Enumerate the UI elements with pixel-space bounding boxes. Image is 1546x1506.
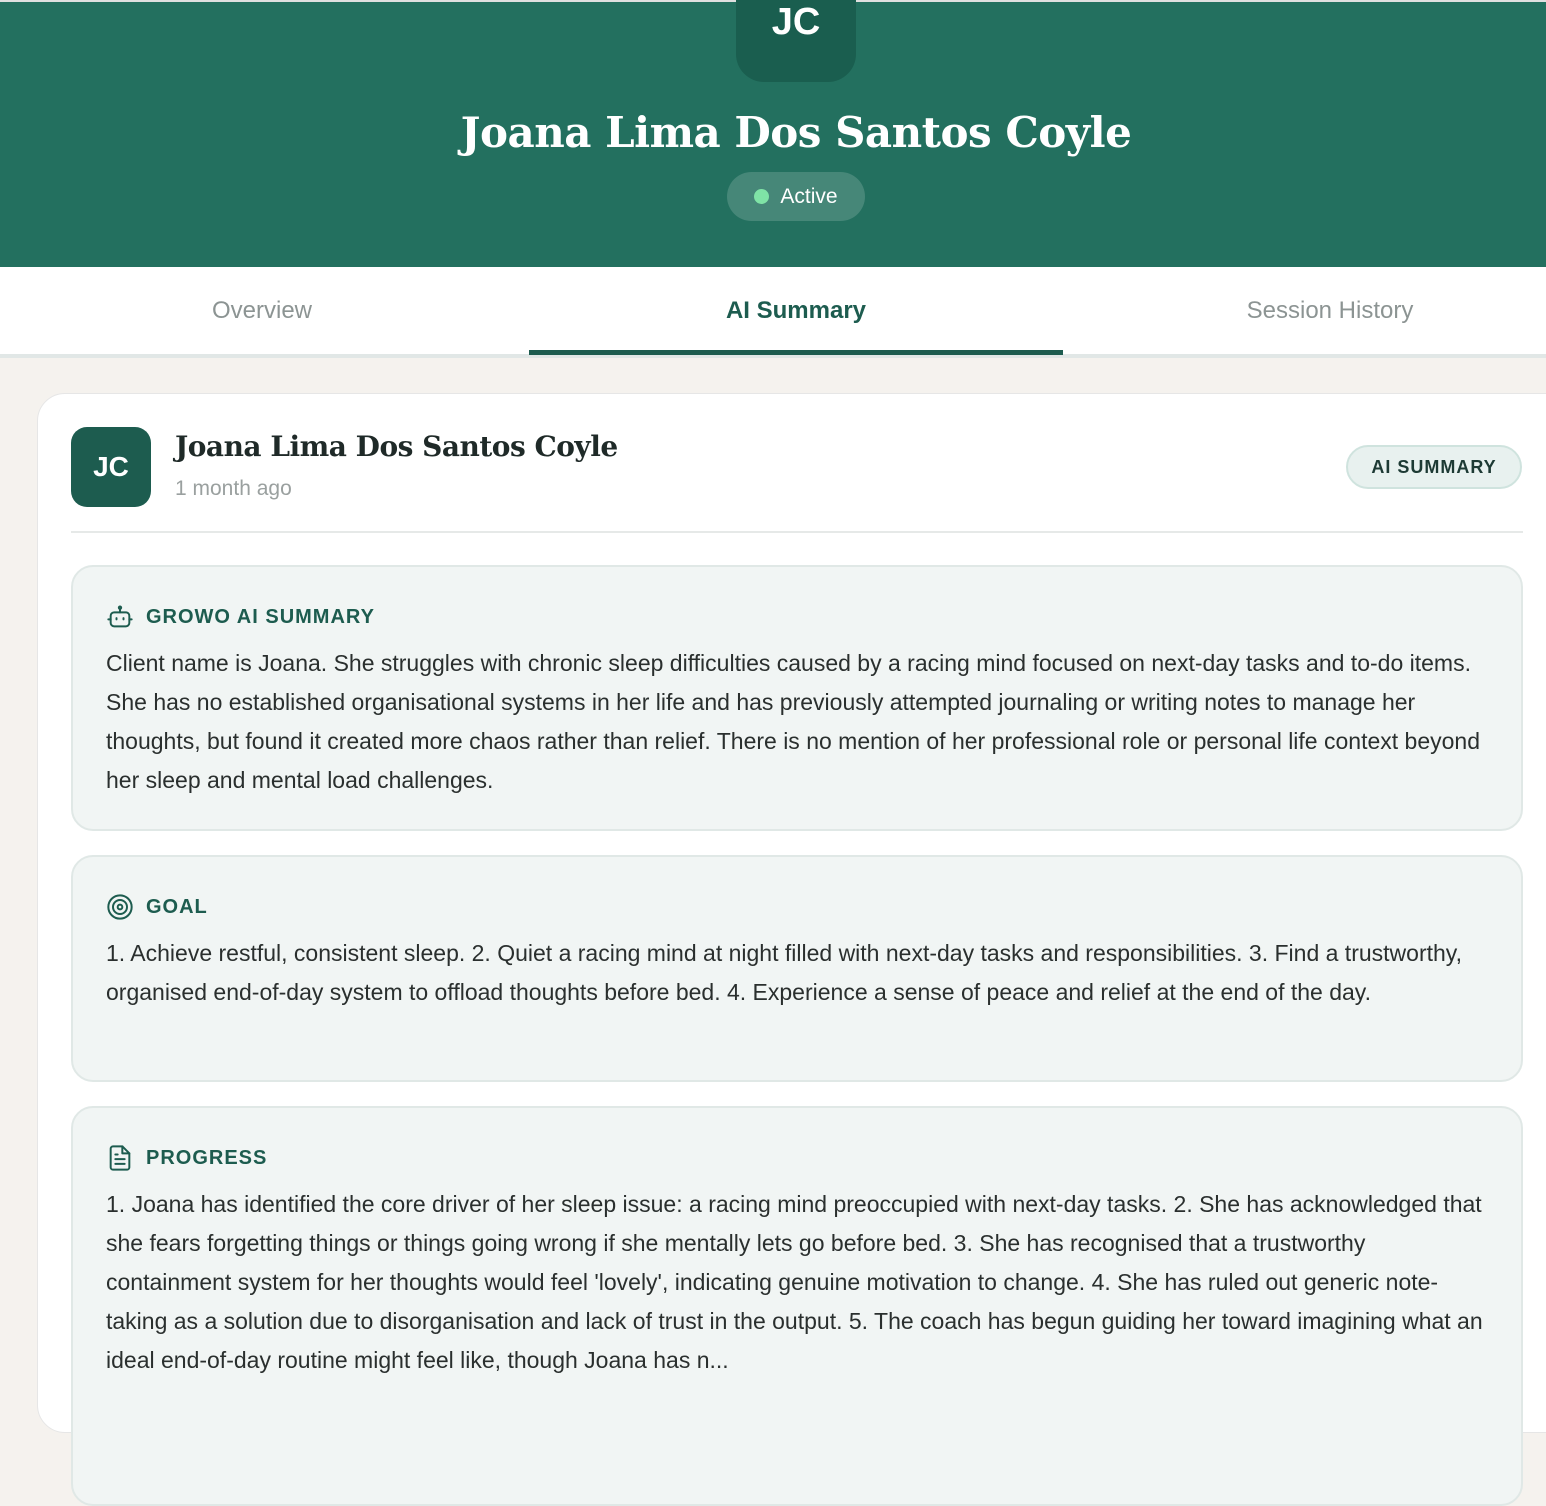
- card-avatar-initials: JC: [93, 451, 129, 482]
- tab-overview[interactable]: Overview: [211, 296, 313, 324]
- header-avatar-initials: JC: [771, 1, 821, 43]
- profile-header: [0, 0, 1546, 267]
- card-avatar: [71, 427, 151, 507]
- card-timestamp: 1 month ago: [175, 477, 292, 500]
- status-badge: [727, 172, 865, 221]
- status-label: Active: [780, 184, 838, 208]
- goal-section-body: 1. Achieve restful, consistent sleep. 2. Quiet a racing mind at night filled with next-day tasks and responsibilities. 3. Find a trustworthy, organised end-of-day system to offload thoughts before bed. 4. Experience a sense of peace and relief at the end of the day.: [106, 940, 1462, 1005]
- goal-section-title: GOAL: [146, 895, 208, 918]
- status-dot-icon: [754, 189, 769, 204]
- ai-summary-card: [37, 393, 1546, 1433]
- progress-section-body: 1. Joana has identified the core driver of her sleep issue: a racing mind preoccupied with next-day tasks. 2. She has acknowledged that she fears forgetting things or things going wrong if she mentally lets go before bed. 3. She has recognised that a trustworthy containment system for her thoughts would feel 'lovely', indicating genuine motivation to change. 4. She has ruled out generic note-taking as a solution due to disorganisation and lack of trust in the output. 5. The coach has begun guiding her toward imagining what an ideal end-of-day routine might feel like, though Joana has n...: [106, 1191, 1483, 1373]
- robot-icon: [106, 603, 134, 631]
- ai-summary-badge: AI SUMMARY: [1346, 445, 1522, 489]
- summary-section-body: Client name is Joana. She struggles with chronic sleep difficulties caused by a racing mind focused on next-day tasks and to-do items. She has no established organisational systems in her life and has previously attempted journaling or writing notes to manage her thoughts, but found it created more chaos rather than relief. There is no mention of her professional role or personal life context beyond her sleep and mental load challenges.: [106, 650, 1480, 793]
- tab-session-history[interactable]: Session History: [1246, 296, 1414, 324]
- card-client-name: Joana Lima Dos Santos Coyle: [175, 430, 618, 463]
- card-divider: [71, 531, 1523, 533]
- target-icon: [106, 893, 134, 921]
- goal-section-header: [106, 893, 208, 921]
- progress-section: [71, 1106, 1523, 1506]
- active-tab-indicator: [529, 350, 1063, 355]
- summary-section-header: [106, 603, 375, 631]
- document-icon: [106, 1144, 134, 1172]
- header-avatar: [736, 0, 856, 82]
- tab-bar: [0, 267, 1546, 358]
- progress-section-title: PROGRESS: [146, 1146, 268, 1169]
- tab-ai-summary[interactable]: AI Summary: [725, 296, 867, 324]
- goal-section: [71, 855, 1523, 1082]
- progress-section-header: [106, 1144, 267, 1172]
- summary-section-title: GROWO AI SUMMARY: [146, 605, 375, 628]
- client-name-title: Joana Lima Dos Santos Coyle: [460, 108, 1132, 157]
- summary-section: [71, 565, 1523, 831]
